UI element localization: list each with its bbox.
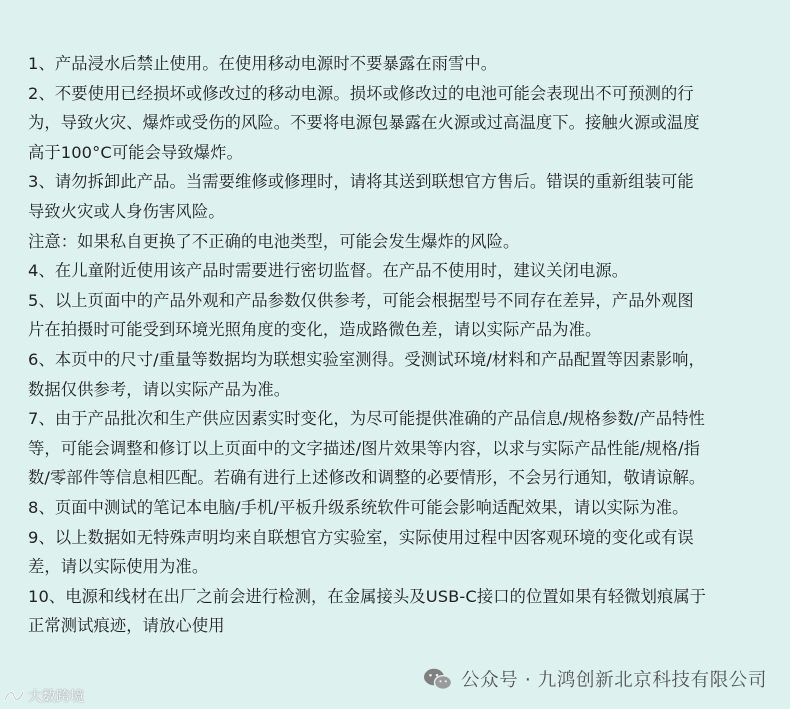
notice-line: 2、不要使用已经损坏或修改过的移动电源。损坏或修改过的电池可能会表现出不可预测的行 xyxy=(28,83,694,103)
notice-line: 注意：如果私自更换了不正确的电池类型，可能会发生爆炸的风险。 xyxy=(28,231,520,251)
notice-line: 10、电源和线材在出厂之前会进行检测，在金属接头及USB-C接口的位置如果有轻微划痕属于 xyxy=(28,586,707,606)
notice-line: 高于100°C可能会导致爆炸。 xyxy=(28,142,243,162)
notice-item xyxy=(28,523,768,582)
notice-line: 8、页面中测试的笔记本电脑/手机/平板升级系统软件可能会影响适配效果，请以实际为准。 xyxy=(28,497,689,517)
watermark-text: 公众号 · 九鸿创新北京科技有限公司 xyxy=(461,670,767,691)
notice-line: 正常测试痕迹，请放心使用 xyxy=(28,616,225,636)
notice-item xyxy=(28,49,768,79)
notice-item xyxy=(28,582,768,641)
notice-line: 为，导致火灾、爆炸或受伤的风险。不要将电源包暴露在火源或过高温度下。接触火源或温度 xyxy=(28,113,700,133)
notice-line: 3、请勿拆卸此产品。当需要维修或修理时，请将其送到联想官方售后。错误的重新组装可能 xyxy=(28,172,694,192)
brand-icon xyxy=(2,688,26,704)
notice-item xyxy=(28,286,768,345)
notice-line: 9、以上数据如无特殊声明均来自联想官方实验室，实际使用过程中因客观环境的变化或有误 xyxy=(28,527,694,547)
notice-line: 7、由于产品批次和生产供应因素实时变化，为尽可能提供准确的产品信息/规格参数/产品特性 xyxy=(28,409,705,429)
notice-line: 数/零部件等信息相匹配。若确有进行上述修改和调整的必要情形，不会另行通知，敬请谅解。 xyxy=(28,468,706,488)
notice-line: 等，可能会调整和修订以上页面中的文字描述/图片效果等内容，以求与实际产品性能/规格/指 xyxy=(28,438,701,458)
corner-logo-text: 大数跨境 xyxy=(28,689,84,705)
notice-line: 6、本页中的尺寸/重量等数据均为联想实验室测得。受测试环境/材料和产品配置等因素影响， xyxy=(28,349,705,369)
notice-line: 1、产品浸水后禁止使用。在使用移动电源时不要暴露在雨雪中。 xyxy=(28,54,498,73)
watermark xyxy=(423,666,767,692)
notice-item xyxy=(28,345,768,404)
notice-line: 4、在儿童附近使用该产品时需要进行密切监督。在产品不使用时，建议关闭电源。 xyxy=(28,261,629,281)
corner-logo xyxy=(2,686,84,706)
notice-item xyxy=(28,79,768,168)
notice-line: 片在拍摄时可能受到环境光照角度的变化，造成路微色差，请以实际产品为准。 xyxy=(28,320,602,340)
notice-item xyxy=(28,167,768,226)
notice-item xyxy=(28,493,768,523)
notice-item xyxy=(28,227,768,257)
wechat-icon xyxy=(423,667,453,691)
notice-line: 导致火灾或人身伤害风险。 xyxy=(28,201,225,221)
notice-line: 5、以上页面中的产品外观和产品参数仅供参考，可能会根据型号不同存在差异，产品外观图 xyxy=(28,290,694,310)
notice-item xyxy=(28,256,768,286)
notice-line: 数据仅供参考，请以实际产品为准。 xyxy=(28,379,291,399)
notice-list xyxy=(28,49,768,641)
notice-item xyxy=(28,404,768,493)
notice-document xyxy=(28,49,768,641)
notice-line: 差，请以实际使用为准。 xyxy=(28,557,209,577)
